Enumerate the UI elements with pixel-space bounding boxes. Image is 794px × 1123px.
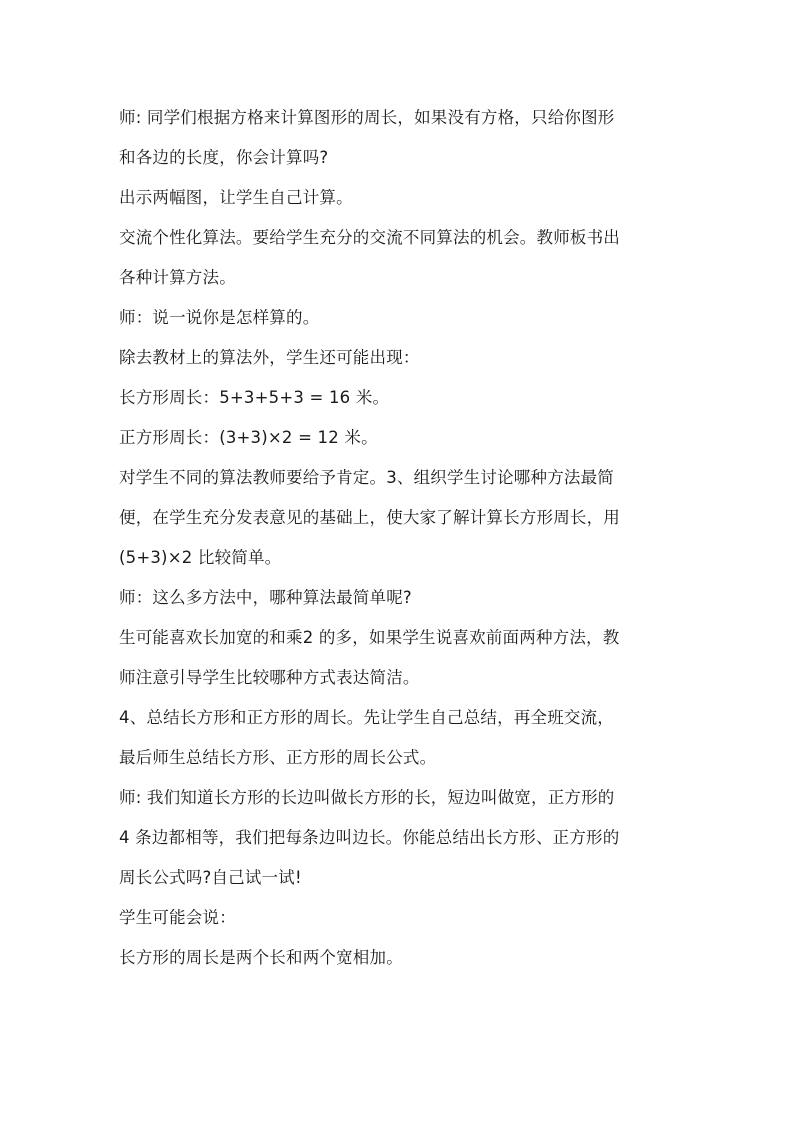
text-line-3: 出示两幅图，让学生自己计算。 xyxy=(119,188,353,207)
text-line-14: 生可能喜欢长加宽的和乘2 的多，如果学生说喜欢前面两种方法，教 xyxy=(119,628,620,647)
text-line-15: 师注意引导学生比较哪种方式表达简洁。 xyxy=(119,668,420,687)
text-line-8: 长方形周长：5+3+5+3 = 16 米。 xyxy=(119,388,390,407)
text-line-22: 长方形的周长是两个长和两个宽相加。 xyxy=(119,948,403,967)
text-line-1: 师: 同学们根据方格来计算图形的周长，如果没有方格，只给你图形 xyxy=(119,108,615,127)
text-line-12: (5+3)×2 比较简单。 xyxy=(119,548,282,567)
text-line-6: 师：说一说你是怎样算的。 xyxy=(119,308,320,327)
text-line-13: 师：这么多方法中，哪种算法最简单呢? xyxy=(119,588,412,607)
text-line-21: 学生可能会说： xyxy=(119,908,236,927)
text-line-20: 周长公式吗?自己试一试! xyxy=(119,868,302,887)
text-line-19: 4 条边都相等，我们把每条边叫边长。你能总结出长方形、正方形的 xyxy=(119,828,620,847)
text-line-4: 交流个性化算法。要给学生充分的交流不同算法的机会。教师板书出 xyxy=(119,228,620,247)
text-line-7: 除去教材上的算法外，学生还可能出现： xyxy=(119,348,420,367)
document-body xyxy=(119,98,679,978)
text-line-11: 便，在学生充分发表意见的基础上，使大家了解计算长方形周长，用 xyxy=(119,508,620,527)
text-line-16: 4、总结长方形和正方形的周长。先让学生自己总结，再全班交流， xyxy=(119,708,614,727)
text-line-10: 对学生不同的算法教师要给予肯定。3、组织学生讨论哪种方法最简 xyxy=(119,468,614,487)
text-line-2: 和各边的长度，你会计算吗? xyxy=(119,148,329,167)
text-line-9: 正方形周长：(3+3)×2 = 12 米。 xyxy=(119,428,378,447)
text-line-5: 各种计算方法。 xyxy=(119,268,236,287)
text-line-18: 师: 我们知道长方形的长边叫做长方形的长，短边叫做宽，正方形的 xyxy=(119,788,615,807)
text-line-17: 最后师生总结长方形、正方形的周长公式。 xyxy=(119,748,437,767)
